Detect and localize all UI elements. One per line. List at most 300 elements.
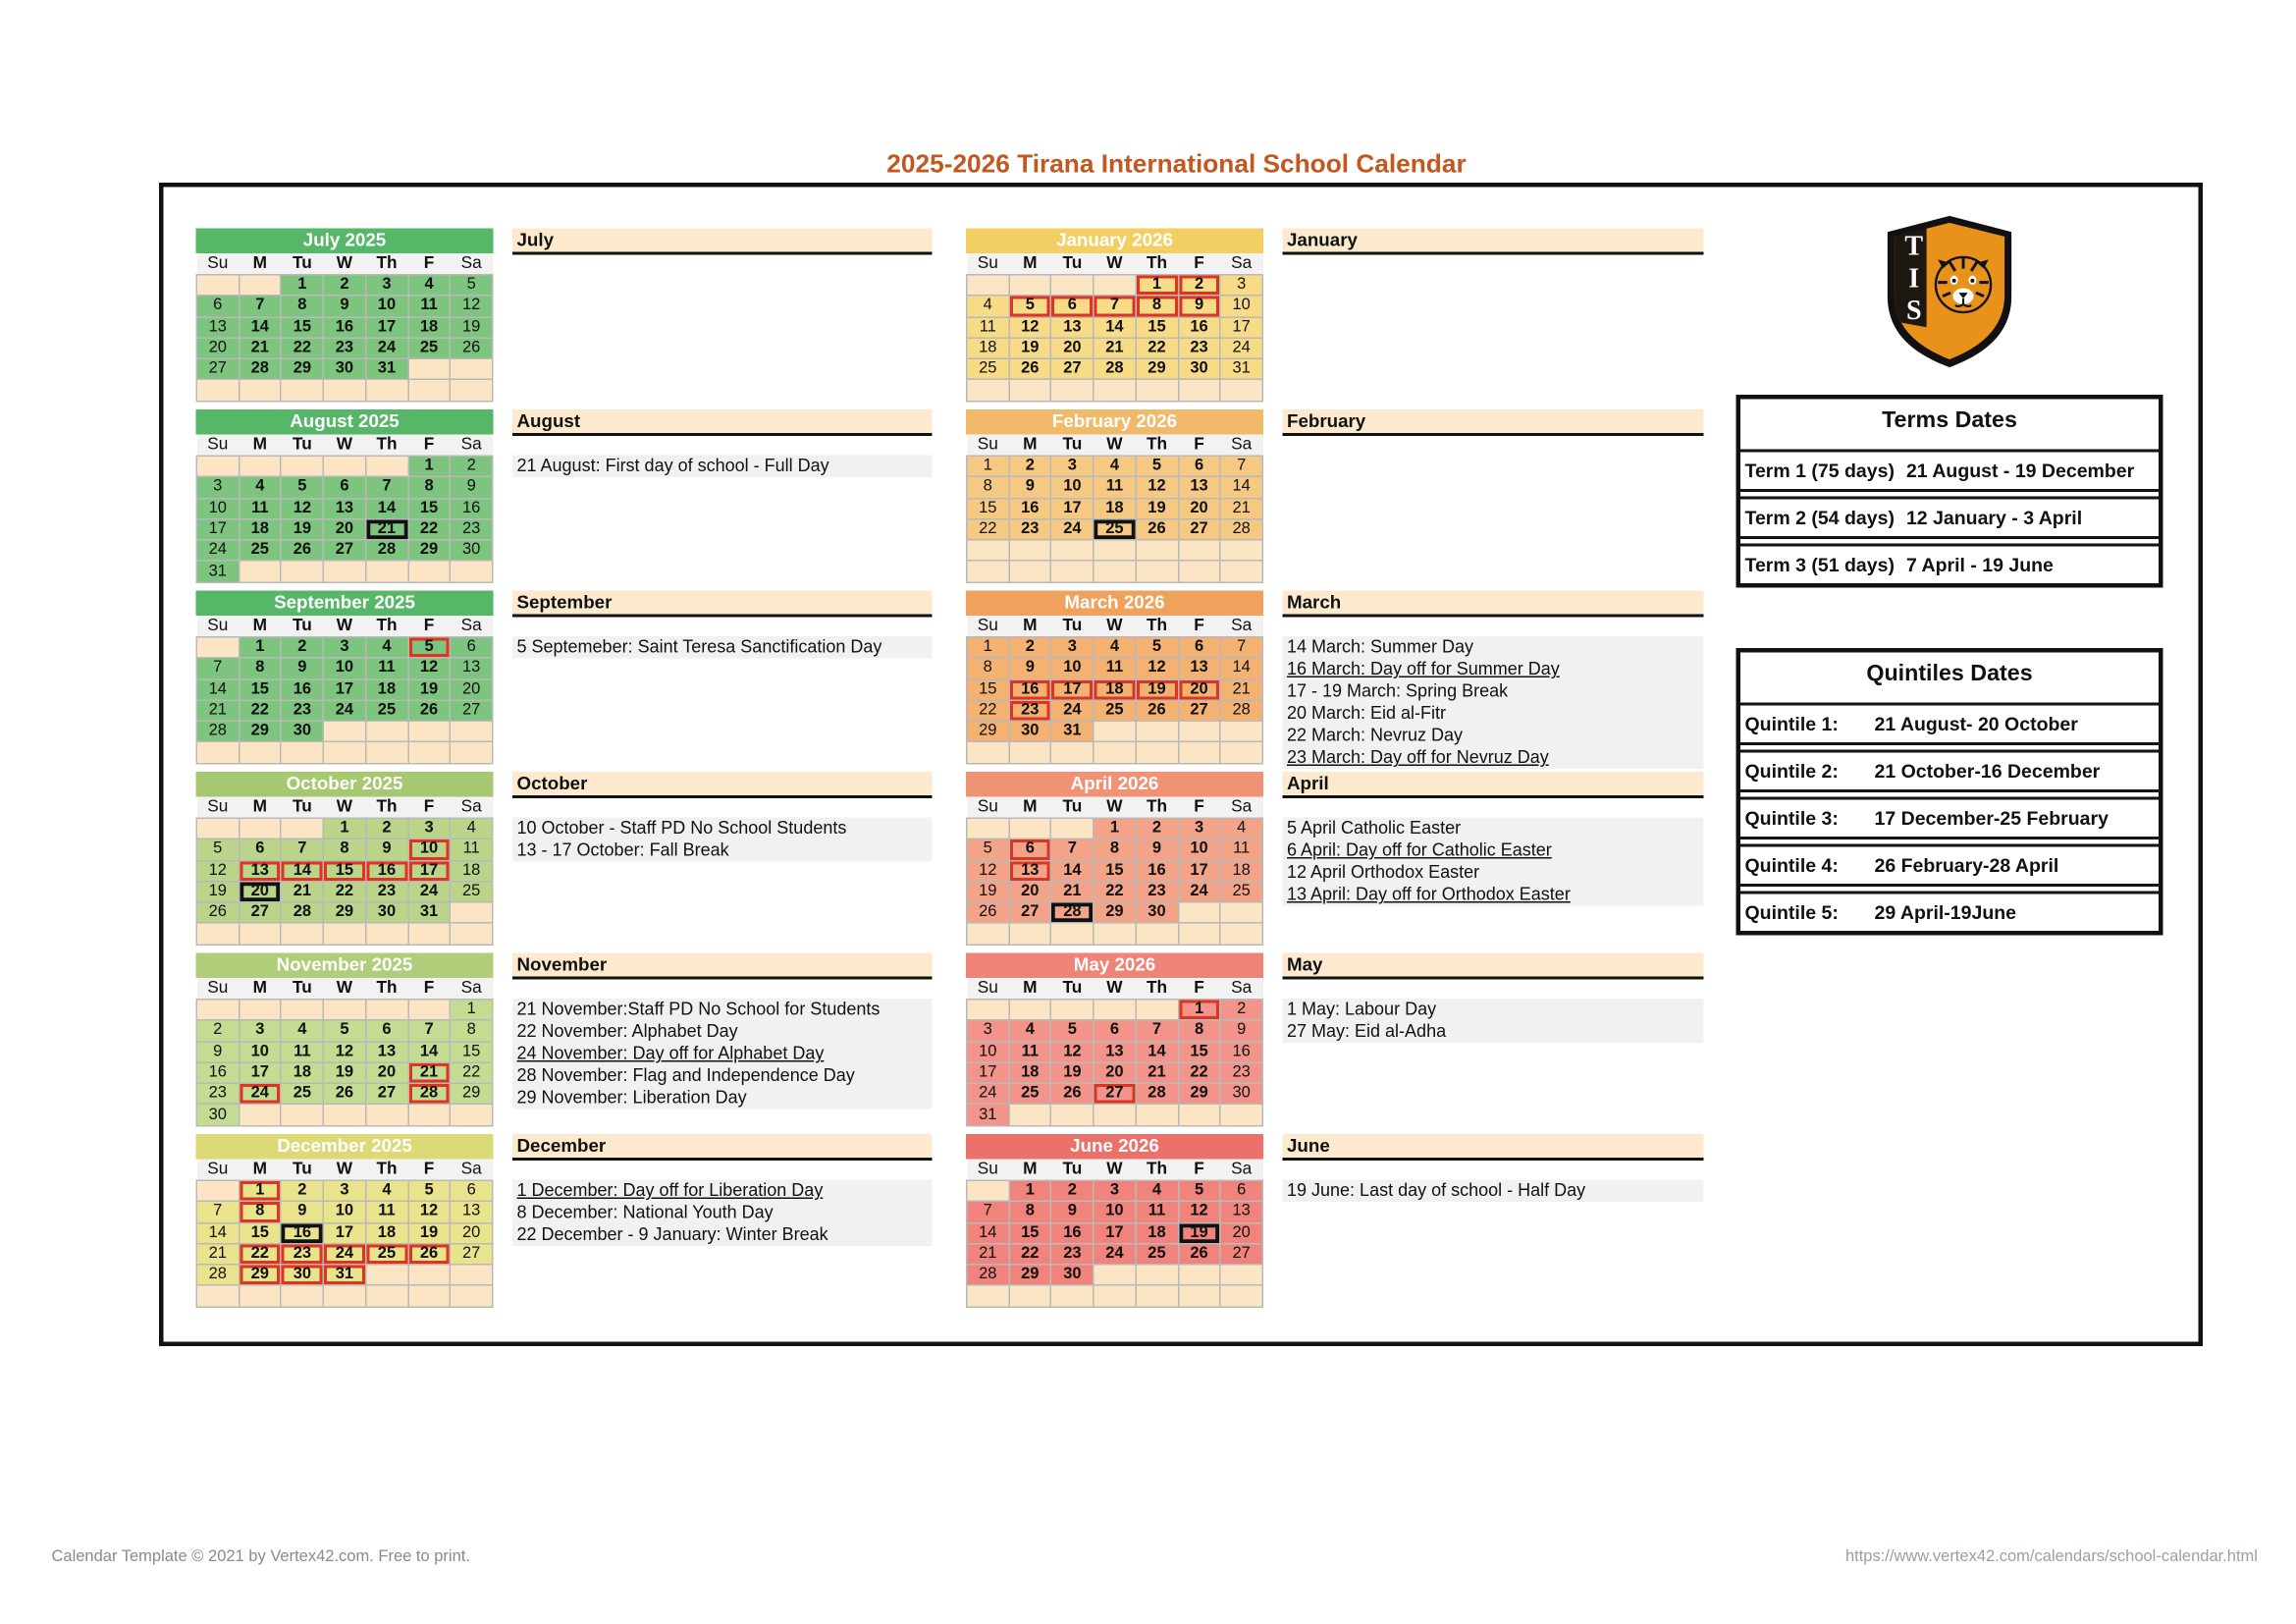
day-cell bbox=[365, 923, 407, 944]
day-cell bbox=[1178, 923, 1220, 944]
day-name: M bbox=[1009, 435, 1051, 457]
note-line: 1 December: Day off for Liberation Day bbox=[512, 1180, 933, 1202]
quintile-range: 21 August- 20 October bbox=[1874, 713, 2078, 735]
day-cell: 20 bbox=[1094, 1062, 1136, 1083]
day-cell bbox=[408, 359, 451, 380]
day-name: Su bbox=[196, 978, 239, 1000]
day-cell bbox=[451, 742, 493, 763]
day-cell bbox=[1220, 380, 1262, 401]
day-cell: 8 bbox=[239, 658, 281, 678]
day-name: Su bbox=[967, 435, 1009, 457]
day-cell: 8 bbox=[239, 1202, 281, 1222]
day-name: Su bbox=[196, 616, 239, 637]
day-name: Tu bbox=[281, 616, 323, 637]
day-cell: 28 bbox=[408, 1084, 451, 1105]
day-cell: 16 bbox=[451, 498, 493, 518]
day-cell: 7 bbox=[281, 839, 323, 860]
day-cell: 10 bbox=[1178, 839, 1220, 860]
day-name: W bbox=[1094, 616, 1136, 637]
day-cell: 2 bbox=[365, 818, 407, 839]
day-cell: 4 bbox=[1220, 818, 1262, 839]
day-cell: 16 bbox=[1178, 317, 1220, 338]
day-cell: 14 bbox=[1220, 658, 1262, 678]
day-cell bbox=[365, 1000, 407, 1020]
day-cell: 4 bbox=[239, 477, 281, 498]
day-name: Sa bbox=[451, 1160, 493, 1181]
day-cell: 9 bbox=[323, 296, 365, 316]
month-header: September 2025 bbox=[196, 591, 494, 617]
day-cell: 4 bbox=[281, 1020, 323, 1041]
month-header: April 2026 bbox=[966, 772, 1263, 797]
day-cell: 1 bbox=[1178, 1000, 1220, 1020]
day-cell: 9 bbox=[1009, 477, 1051, 498]
day-cell: 30 bbox=[1051, 1265, 1094, 1285]
day-cell: 2 bbox=[323, 275, 365, 296]
day-cell: 28 bbox=[281, 902, 323, 923]
day-cell: 13 bbox=[1220, 1202, 1262, 1222]
day-cell: 25 bbox=[1220, 882, 1262, 902]
day-cell bbox=[1051, 1105, 1094, 1125]
day-cell: 31 bbox=[323, 1265, 365, 1285]
day-cell: 1 bbox=[967, 456, 1009, 476]
day-cell bbox=[451, 380, 493, 401]
day-cell: 26 bbox=[408, 700, 451, 721]
day-cell: 9 bbox=[1009, 658, 1051, 678]
day-name: W bbox=[1094, 978, 1136, 1000]
day-cell: 30 bbox=[1178, 359, 1220, 380]
day-cell: 30 bbox=[1220, 1084, 1262, 1105]
day-cell bbox=[408, 1265, 451, 1285]
day-cell: 3 bbox=[408, 818, 451, 839]
day-cell: 5 bbox=[451, 275, 493, 296]
day-cell: 5 bbox=[281, 477, 323, 498]
day-cell: 30 bbox=[451, 540, 493, 561]
day-cell: 24 bbox=[365, 338, 407, 358]
day-cell bbox=[323, 380, 365, 401]
day-cell bbox=[239, 1285, 281, 1306]
day-cell: 8 bbox=[323, 839, 365, 860]
month-grid bbox=[196, 978, 494, 1126]
day-cell bbox=[1136, 1000, 1178, 1020]
day-cell: 26 bbox=[323, 1084, 365, 1105]
note-line: 19 June: Last day of school - Half Day bbox=[1283, 1180, 1704, 1202]
day-cell: 3 bbox=[239, 1020, 281, 1041]
month-grid bbox=[196, 253, 494, 402]
day-cell: 11 bbox=[967, 317, 1009, 338]
day-cell bbox=[451, 1285, 493, 1306]
day-cell bbox=[1094, 275, 1136, 296]
month-notes bbox=[512, 1134, 933, 1298]
day-cell: 5 bbox=[1051, 1020, 1094, 1041]
quintile-label: Quintile 5: bbox=[1744, 901, 1839, 924]
day-cell: 5 bbox=[408, 1180, 451, 1201]
day-cell: 8 bbox=[967, 477, 1009, 498]
note-line: 20 March: Eid al-Fitr bbox=[1283, 703, 1704, 725]
day-name: Th bbox=[1136, 435, 1178, 457]
day-cell: 19 bbox=[1051, 1062, 1094, 1083]
day-cell: 12 bbox=[1136, 477, 1178, 498]
day-cell bbox=[1051, 275, 1094, 296]
tiger-shield-icon bbox=[1881, 214, 2019, 370]
day-cell: 19 bbox=[451, 317, 493, 338]
day-cell: 22 bbox=[451, 1062, 493, 1083]
day-cell: 17 bbox=[1094, 1222, 1136, 1243]
day-cell: 7 bbox=[239, 296, 281, 316]
term-row bbox=[1740, 497, 2159, 540]
day-cell: 15 bbox=[281, 317, 323, 338]
day-cell: 22 bbox=[239, 1244, 281, 1265]
day-cell: 10 bbox=[239, 1042, 281, 1062]
day-cell: 11 bbox=[1220, 839, 1262, 860]
day-cell bbox=[1178, 1265, 1220, 1285]
day-cell: 23 bbox=[323, 338, 365, 358]
day-cell: 31 bbox=[1051, 722, 1094, 742]
day-cell bbox=[1051, 1000, 1094, 1020]
day-cell: 7 bbox=[1220, 456, 1262, 476]
day-cell: 5 bbox=[408, 637, 451, 658]
day-cell bbox=[451, 722, 493, 742]
day-cell: 3 bbox=[967, 1020, 1009, 1041]
day-cell: 23 bbox=[451, 519, 493, 540]
day-cell bbox=[323, 722, 365, 742]
day-cell bbox=[196, 1180, 239, 1201]
day-cell: 22 bbox=[1178, 1062, 1220, 1083]
day-cell: 24 bbox=[323, 700, 365, 721]
day-name: F bbox=[1178, 616, 1220, 637]
day-cell: 6 bbox=[451, 1180, 493, 1201]
day-cell bbox=[196, 923, 239, 944]
day-cell: 22 bbox=[967, 519, 1009, 540]
day-cell: 21 bbox=[239, 338, 281, 358]
day-cell: 9 bbox=[1051, 1202, 1094, 1222]
day-name: M bbox=[239, 1160, 281, 1181]
day-name: Th bbox=[1136, 1160, 1178, 1181]
day-cell: 15 bbox=[451, 1042, 493, 1062]
month-grid bbox=[196, 1160, 494, 1308]
day-cell bbox=[239, 1000, 281, 1020]
day-name: F bbox=[1178, 978, 1220, 1000]
day-cell bbox=[1220, 540, 1262, 561]
day-cell bbox=[281, 380, 323, 401]
day-cell: 6 bbox=[323, 477, 365, 498]
day-cell bbox=[408, 561, 451, 581]
day-cell: 19 bbox=[408, 1222, 451, 1243]
day-cell: 14 bbox=[196, 1222, 239, 1243]
day-cell: 15 bbox=[1178, 1042, 1220, 1062]
month-header: July 2025 bbox=[196, 229, 494, 254]
note-line: 13 - 17 October: Fall Break bbox=[512, 839, 933, 861]
day-cell bbox=[1178, 380, 1220, 401]
month-notes-header: April bbox=[1283, 772, 1704, 798]
note-line: 24 November: Day off for Alphabet Day bbox=[512, 1043, 933, 1064]
day-cell: 17 bbox=[1178, 860, 1220, 881]
day-cell: 25 bbox=[281, 1084, 323, 1105]
day-name: Th bbox=[365, 978, 407, 1000]
day-name: F bbox=[1178, 797, 1220, 819]
day-cell: 3 bbox=[1094, 1180, 1136, 1201]
day-name: F bbox=[1178, 253, 1220, 275]
month-calendar bbox=[966, 772, 1263, 936]
day-cell: 4 bbox=[1009, 1020, 1051, 1041]
day-name: F bbox=[1178, 435, 1220, 457]
month-header: May 2026 bbox=[966, 953, 1263, 979]
day-cell: 8 bbox=[1094, 839, 1136, 860]
day-cell bbox=[1136, 380, 1178, 401]
note-line: 12 April Orthodox Easter bbox=[1283, 862, 1704, 884]
day-cell bbox=[1220, 1105, 1262, 1125]
day-cell: 27 bbox=[1178, 519, 1220, 540]
day-cell bbox=[1094, 540, 1136, 561]
note-line: 8 December: National Youth Day bbox=[512, 1202, 933, 1223]
day-cell: 23 bbox=[1051, 1244, 1094, 1265]
day-cell: 2 bbox=[1136, 818, 1178, 839]
day-cell: 4 bbox=[451, 818, 493, 839]
day-name: Sa bbox=[1220, 435, 1262, 457]
day-cell bbox=[1220, 1285, 1262, 1306]
month-calendar bbox=[966, 953, 1263, 1123]
day-name: Th bbox=[1136, 978, 1178, 1000]
day-cell: 31 bbox=[408, 902, 451, 923]
day-cell: 17 bbox=[1051, 679, 1094, 700]
day-cell: 26 bbox=[967, 902, 1009, 923]
day-cell: 30 bbox=[1136, 902, 1178, 923]
quintile-label: Quintile 2: bbox=[1744, 760, 1839, 783]
day-cell bbox=[1009, 1285, 1051, 1306]
day-cell: 15 bbox=[1094, 860, 1136, 881]
day-cell bbox=[408, 1285, 451, 1306]
day-cell bbox=[365, 561, 407, 581]
day-cell bbox=[1178, 561, 1220, 581]
day-cell: 1 bbox=[408, 456, 451, 476]
day-cell bbox=[239, 818, 281, 839]
terms-dates-box bbox=[1736, 395, 2163, 588]
day-cell: 8 bbox=[1178, 1020, 1220, 1041]
day-cell: 4 bbox=[967, 296, 1009, 316]
day-cell: 29 bbox=[1136, 359, 1178, 380]
day-cell: 16 bbox=[323, 317, 365, 338]
month-header: August 2025 bbox=[196, 409, 494, 435]
footer-url-link[interactable]: https://www.vertex42.com/calendars/school-calendar.html bbox=[1844, 1547, 2258, 1566]
month-calendar bbox=[196, 772, 494, 936]
day-cell: 11 bbox=[1094, 477, 1136, 498]
day-cell: 1 bbox=[1094, 818, 1136, 839]
day-cell: 11 bbox=[1009, 1042, 1051, 1062]
day-cell bbox=[365, 1105, 407, 1125]
day-cell: 13 bbox=[1009, 860, 1051, 881]
day-cell bbox=[323, 923, 365, 944]
day-cell bbox=[451, 923, 493, 944]
term-label: Term 2 (54 days) bbox=[1744, 507, 1895, 529]
day-cell bbox=[1178, 902, 1220, 923]
svg-text:S: S bbox=[1905, 296, 1922, 327]
day-name: Sa bbox=[1220, 978, 1262, 1000]
day-cell: 20 bbox=[365, 1062, 407, 1083]
day-cell: 4 bbox=[1094, 637, 1136, 658]
day-cell: 6 bbox=[1220, 1180, 1262, 1201]
term-range: 12 January - 3 April bbox=[1905, 507, 2083, 529]
day-cell: 14 bbox=[196, 679, 239, 700]
day-cell: 25 bbox=[408, 338, 451, 358]
day-cell bbox=[408, 380, 451, 401]
day-cell: 26 bbox=[1051, 1084, 1094, 1105]
day-name: W bbox=[1094, 435, 1136, 457]
day-cell bbox=[408, 1105, 451, 1125]
month-calendar bbox=[196, 953, 494, 1123]
day-cell: 11 bbox=[365, 1202, 407, 1222]
day-cell: 3 bbox=[1051, 456, 1094, 476]
day-name: W bbox=[323, 797, 365, 819]
day-cell: 18 bbox=[1094, 679, 1136, 700]
day-cell bbox=[1220, 902, 1262, 923]
month-grid bbox=[196, 797, 494, 946]
day-cell: 19 bbox=[1136, 679, 1178, 700]
day-cell: 10 bbox=[1094, 1202, 1136, 1222]
day-name: M bbox=[239, 797, 281, 819]
day-cell: 10 bbox=[1051, 658, 1094, 678]
day-cell bbox=[967, 923, 1009, 944]
day-cell: 8 bbox=[1136, 296, 1178, 316]
day-cell: 11 bbox=[408, 296, 451, 316]
day-cell bbox=[1009, 818, 1051, 839]
day-name: F bbox=[408, 1160, 451, 1181]
quintile-label: Quintile 4: bbox=[1744, 854, 1839, 877]
day-cell bbox=[1178, 1105, 1220, 1125]
day-cell: 9 bbox=[281, 1202, 323, 1222]
day-cell: 11 bbox=[281, 1042, 323, 1062]
day-cell bbox=[967, 380, 1009, 401]
day-cell: 29 bbox=[1009, 1265, 1051, 1285]
month-notes-header: January bbox=[1283, 229, 1704, 255]
month-notes bbox=[1283, 772, 1704, 936]
day-cell: 17 bbox=[365, 317, 407, 338]
day-cell bbox=[1009, 380, 1051, 401]
day-name: Sa bbox=[1220, 1160, 1262, 1181]
day-cell: 1 bbox=[239, 1180, 281, 1201]
day-cell bbox=[1094, 722, 1136, 742]
day-cell bbox=[365, 456, 407, 476]
day-cell: 23 bbox=[1136, 882, 1178, 902]
day-cell: 19 bbox=[323, 1062, 365, 1083]
month-calendar bbox=[966, 591, 1263, 755]
quintile-row bbox=[1740, 844, 2159, 888]
day-cell bbox=[1009, 275, 1051, 296]
day-cell: 2 bbox=[281, 1180, 323, 1201]
month-notes bbox=[1283, 409, 1704, 573]
day-cell: 10 bbox=[967, 1042, 1009, 1062]
day-cell: 7 bbox=[196, 658, 239, 678]
day-cell: 31 bbox=[196, 561, 239, 581]
term-row bbox=[1740, 450, 2159, 493]
day-cell bbox=[1051, 742, 1094, 763]
day-name: Su bbox=[196, 1160, 239, 1181]
day-cell: 26 bbox=[451, 338, 493, 358]
day-cell bbox=[196, 1000, 239, 1020]
day-cell: 6 bbox=[365, 1020, 407, 1041]
month-notes-header: August bbox=[512, 409, 933, 436]
day-name: Sa bbox=[451, 978, 493, 1000]
day-cell: 29 bbox=[281, 359, 323, 380]
day-cell bbox=[365, 722, 407, 742]
day-name: Th bbox=[1136, 616, 1178, 637]
day-cell: 26 bbox=[281, 540, 323, 561]
day-cell: 11 bbox=[451, 839, 493, 860]
day-cell: 28 bbox=[1136, 1084, 1178, 1105]
term-row bbox=[1740, 544, 2159, 584]
calendar-board bbox=[159, 183, 2203, 1346]
day-cell: 16 bbox=[281, 1222, 323, 1243]
day-cell: 18 bbox=[281, 1062, 323, 1083]
day-cell: 5 bbox=[1009, 296, 1051, 316]
month-notes bbox=[1283, 229, 1704, 393]
day-cell bbox=[323, 1000, 365, 1020]
day-cell: 14 bbox=[281, 860, 323, 881]
day-cell: 2 bbox=[196, 1020, 239, 1041]
day-cell bbox=[196, 380, 239, 401]
day-cell bbox=[1178, 540, 1220, 561]
day-cell: 24 bbox=[967, 1084, 1009, 1105]
day-cell: 20 bbox=[196, 338, 239, 358]
month-grid bbox=[966, 253, 1263, 402]
day-cell bbox=[967, 742, 1009, 763]
note-line: 29 November: Liberation Day bbox=[512, 1088, 933, 1110]
day-cell: 5 bbox=[967, 839, 1009, 860]
day-name: F bbox=[408, 435, 451, 457]
notes-column-jul-dec bbox=[512, 229, 933, 1316]
month-notes bbox=[512, 591, 933, 755]
day-cell bbox=[281, 818, 323, 839]
day-cell: 28 bbox=[196, 722, 239, 742]
day-cell bbox=[1009, 923, 1051, 944]
day-cell bbox=[1136, 742, 1178, 763]
month-notes bbox=[512, 772, 933, 936]
day-name: Sa bbox=[451, 797, 493, 819]
day-cell: 17 bbox=[239, 1062, 281, 1083]
day-cell bbox=[1094, 380, 1136, 401]
day-cell: 15 bbox=[967, 679, 1009, 700]
day-name: Tu bbox=[281, 797, 323, 819]
day-cell: 22 bbox=[408, 519, 451, 540]
day-cell: 13 bbox=[239, 860, 281, 881]
note-line: 10 October - Staff PD No School Students bbox=[512, 818, 933, 839]
day-cell: 18 bbox=[1094, 498, 1136, 518]
day-cell bbox=[239, 923, 281, 944]
day-cell: 31 bbox=[967, 1105, 1009, 1125]
day-cell: 21 bbox=[1094, 338, 1136, 358]
day-name: Th bbox=[365, 435, 407, 457]
day-cell: 27 bbox=[1094, 1084, 1136, 1105]
day-cell bbox=[196, 1285, 239, 1306]
month-grid bbox=[196, 616, 494, 764]
day-cell: 19 bbox=[408, 679, 451, 700]
day-cell: 3 bbox=[1220, 275, 1262, 296]
month-header: June 2026 bbox=[966, 1134, 1263, 1160]
month-notes bbox=[1283, 1134, 1704, 1298]
day-cell: 2 bbox=[1220, 1000, 1262, 1020]
day-cell: 22 bbox=[967, 700, 1009, 721]
day-cell: 23 bbox=[1009, 700, 1051, 721]
day-cell: 19 bbox=[967, 882, 1009, 902]
day-cell: 22 bbox=[1094, 882, 1136, 902]
day-cell: 14 bbox=[1220, 477, 1262, 498]
day-cell: 25 bbox=[1094, 519, 1136, 540]
day-cell bbox=[1009, 742, 1051, 763]
month-calendar bbox=[196, 1134, 494, 1298]
day-name: M bbox=[1009, 978, 1051, 1000]
day-cell: 9 bbox=[1220, 1020, 1262, 1041]
day-name: M bbox=[239, 435, 281, 457]
day-name: W bbox=[323, 253, 365, 275]
day-cell: 25 bbox=[239, 540, 281, 561]
